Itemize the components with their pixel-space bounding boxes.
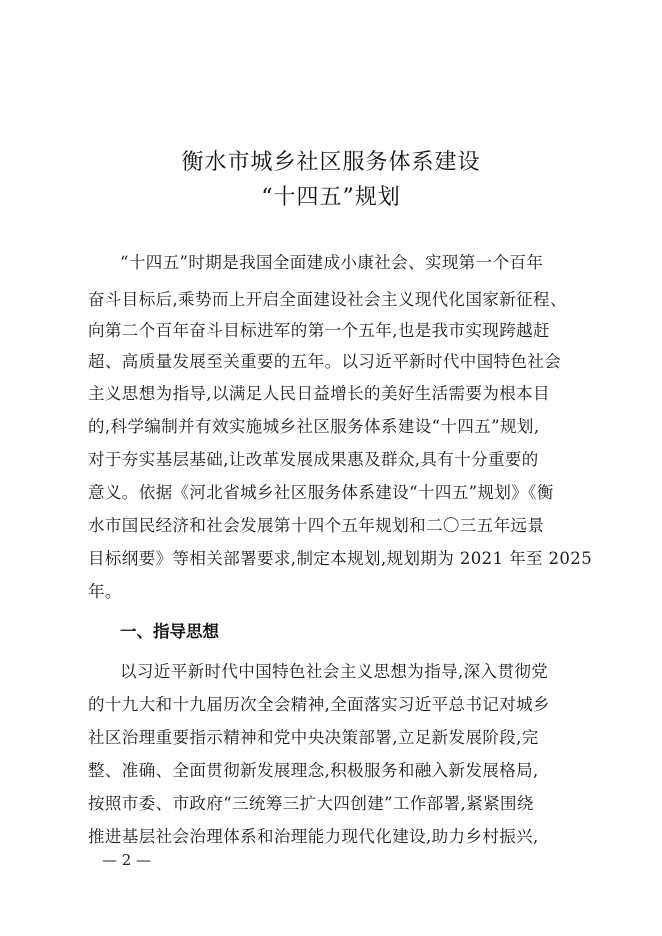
preface-line: 意义。依据《河北省城乡社区服务体系建设“十四五”规划》《衡 [88,483,554,502]
preface-line: 年。 [88,582,122,601]
section-line: 的十九大和十九届历次全会精神,全面落实习近平总书记对城乡 [88,695,550,714]
preface-line: 超、高质量发展至关重要的五年。以习近平新时代中国特色社会 [88,352,562,371]
preface-line: 向第二个百年奋斗目标进军的第一个五年,也是我市实现跨越赶 [88,321,550,340]
preface-line: 目标纲要》等相关部署要求,制定本规划,规划期为 2021 年至 2025 [88,549,593,568]
document-title-line-2: “十四五”规划 [261,185,401,210]
page-number: — 2 — [102,851,152,869]
section-line: 推进基层社会治理体系和治理能力现代化建设,助力乡村振兴, [88,827,539,846]
preface-line: 水市国民经济和社会发展第十四个五年规划和二〇三五年远景 [88,516,545,535]
section-line: 整、准确、全面贯彻新发展理念,积极服务和融入新发展格局, [88,761,539,780]
section-line: 以习近平新时代中国特色社会主义思想为指导,深入贯彻党 [120,662,549,681]
preface-line: 奋斗目标后,乘势而上开启全面建设社会主义现代化国家新征程、 [88,290,567,309]
section-line: 社区治理重要指示精神和党中央决策部署,立足新发展阶段,完 [88,728,539,747]
preface-line: 主义思想为指导,以满足人民日益增长的美好生活需要为根本目 [88,384,550,403]
preface-line: 的,科学编制并有效实施城乡社区服务体系建设“十四五”规划, [88,417,540,436]
section-line: 按照市委、市政府“三统筹三扩大四创建”工作部署,紧紧围绕 [88,794,534,813]
section-heading: 一、指导思想 [120,622,219,641]
preface-line: “十四五”时期是我国全面建成小康社会、实现第一个百年 [120,253,544,272]
document-title-line-1: 衡水市城乡社区服务体系建设 [181,150,481,175]
preface-line: 对于夯实基层基础,让改革发展成果惠及群众,具有十分重要的 [88,450,539,469]
